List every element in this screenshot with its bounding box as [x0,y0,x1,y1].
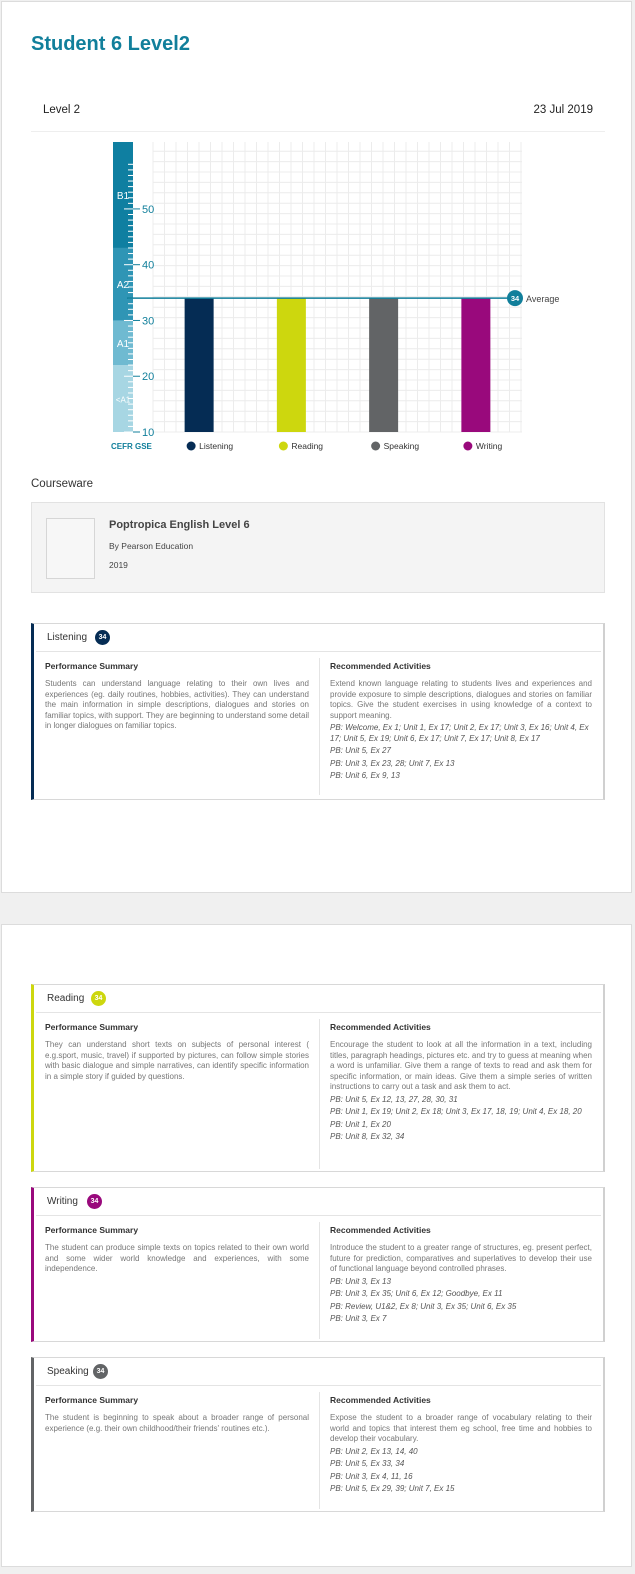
bar-speaking [369,298,398,432]
recommended-activities-column [330,1216,592,1325]
cefr-axis-label: CEFR [111,442,133,451]
column-divider [319,658,320,795]
legend-label-speaking: Speaking [383,441,420,451]
performance-summary-title: Performance Summary [45,1022,139,1032]
recommended-activities-title: Recommended Activities [330,1395,431,1405]
legend-swatch-writing [463,442,472,451]
report-page-2 [1,924,632,1567]
skill-score-badge: 34 [87,1194,102,1209]
activity-reference: PB: Unit 1, Ex 19; Unit 2, Ex 18; Unit 3, Ex 17, 18, 19; Unit 4, Ex 18, 20 [330,1107,582,1116]
activity-reference: PB: Unit 1, Ex 20 [330,1119,391,1129]
skill-card-speaking [31,1357,605,1512]
activity-reference: PB: Unit 3, Ex 4, 11, 16 [330,1471,413,1481]
skill-card-header [36,1358,601,1386]
performance-summary-column [45,652,309,732]
legend-swatch-listening [187,442,196,451]
activity-reference-list [330,1447,592,1495]
skill-score-badge: 34 [91,991,106,1006]
legend-swatch-speaking [371,442,380,451]
skill-card-header [36,985,601,1013]
courseware-publisher: By Pearson Education [109,541,194,551]
gse-tick-label: 40 [142,259,155,272]
column-divider [319,1222,320,1339]
legend-swatch-reading [279,442,288,451]
gse-axis-label: GSE [135,442,152,451]
recommended-activities-column [330,652,592,782]
gse-tick-label: 30 [142,315,155,328]
skill-card-header [36,624,601,652]
courseware-cover-image [46,518,95,579]
skill-card-writing [31,1187,605,1342]
legend-label-writing: Writing [475,441,503,451]
cefr-band-label: B1 [116,190,130,202]
courseware-name: Poptropica English Level 6 [109,519,250,531]
bar-writing [461,298,490,432]
activity-reference: PB: Unit 3, Ex 7 [330,1314,387,1323]
recommended-activities-text: Expose the student to a broader range of vocabulary relating to their world and topics that interest them eg school, free time and hobbies to develop their vocabulary. [330,1413,592,1443]
performance-summary-column [45,1013,309,1082]
score-chart [2,137,633,457]
activity-reference: PB: Unit 3, Ex 23, 28; Unit 7, Ex 13 [330,758,455,768]
gse-tick-label: 50 [142,203,155,216]
cefr-band-label: A1 [116,338,130,350]
performance-summary-title: Performance Summary [45,1225,139,1235]
activity-reference: PB: Unit 3, Ex 13 [330,1276,391,1286]
activity-reference-list [330,1277,592,1325]
performance-summary-title: Performance Summary [45,661,139,671]
activity-reference: PB: Unit 6, Ex 9, 13 [330,771,400,780]
recommended-activities-column [330,1386,592,1495]
report-title: Student 6 Level2 [31,33,190,55]
gse-tick-label: 10 [142,427,155,439]
bar-reading [277,298,306,432]
recommended-activities-title: Recommended Activities [330,1022,431,1032]
skill-name: Reading [47,993,85,1004]
cefr-band-label: <A1 [115,395,131,405]
gse-tick-label: 20 [142,371,155,384]
column-divider [319,1019,320,1169]
skill-score-badge: 34 [93,1364,108,1379]
skill-card-header [36,1188,601,1216]
skill-score-badge: 34 [95,630,110,645]
performance-summary-text: They can understand short texts on subjects of personal interest ( e.g.sport, music, travel) if supported by pictures, can follow simple stories with basic dialogue and simple narratives, can identify specific information in a simple story if guided by questions. [45,1040,309,1081]
performance-summary-column [45,1216,309,1275]
activity-reference: PB: Welcome, Ex 1; Unit 1, Ex 17; Unit 2, Ex 17; Unit 3, Ex 16; Unit 4, Ex 17; Unit 5, Ex 19; Unit 6, Ex 17; Unit 7, Ex 17; Unit 8, Ex 17 [330,723,589,743]
activity-reference-list [330,723,592,782]
activity-reference: PB: Unit 3, Ex 35; Unit 6, Ex 12; Goodbye, Ex 11 [330,1289,503,1298]
average-label: Average [526,294,560,305]
performance-summary-column [45,1386,309,1434]
performance-summary-text: Students can understand language relating to their own lives and experiences (eg. daily routines, hobbies, activities). They can understand the main information in simple descriptions, dialogues and stories on familiar topics, with support. They are beginning to understand some detail in longer dialogues on familiar topics. [45,679,309,730]
courseware-heading: Courseware [31,478,93,490]
recommended-activities-text: Encourage the student to look at all the information in a text, including titles, paragraph headings, pictures etc. and try to guess at meaning when a word is unfamiliar. Give them a range of texts to read and ask them for specific information, or main ideas. Give them a simple series of written instructions to carry out a task and ask them to act. [330,1040,592,1091]
bar-listening [185,298,214,432]
activity-reference: PB: Unit 8, Ex 32, 34 [330,1132,405,1141]
skill-name: Listening [47,632,88,643]
report-date: 23 Jul 2019 [533,104,593,116]
skill-card-reading [31,984,605,1172]
performance-summary-text: The student is beginning to speak about a broader range of personal experience (e.g. their own childhood/their friends' routines etc.). [45,1413,309,1433]
recommended-activities-column [330,1013,592,1143]
activity-reference: PB: Unit 5, Ex 33, 34 [330,1459,405,1468]
activity-reference-list [330,1095,592,1143]
activity-reference: PB: Review, U1&2, Ex 8; Unit 3, Ex 35; Unit 6, Ex 35 [330,1301,517,1311]
recommended-activities-text: Introduce the student to a greater range of structures, eg. present perfect, future for prediction, comparatives and superlatives to develop their use of functional language beyond controlled phrases. [330,1243,592,1273]
activity-reference: PB: Unit 5, Ex 27 [330,746,391,755]
recommended-activities-text: Extend known language relating to students lives and experiences and provide exposure to simple descriptions, dialogues and stories on familiar topics. Give the student exercises in using knowledge of a context to support meaning. [330,679,592,720]
recommended-activities-title: Recommended Activities [330,661,431,671]
courseware-year: 2019 [109,560,128,570]
courseware-card [31,502,605,593]
report-level: Level 2 [43,104,81,116]
activity-reference: PB: Unit 5, Ex 29, 39; Unit 7, Ex 15 [330,1484,455,1493]
activity-reference: PB: Unit 5, Ex 12, 13, 27, 28, 30, 31 [330,1094,458,1104]
legend-label-listening: Listening [199,441,234,451]
recommended-activities-title: Recommended Activities [330,1225,431,1235]
score-chart-svg [2,137,633,457]
report-meta-row [31,102,605,132]
skill-name: Writing [47,1196,78,1207]
performance-summary-title: Performance Summary [45,1395,139,1405]
performance-summary-text: The student can produce simple texts on topics related to their own world and some wider world knowledge and experiences, with some independence. [45,1243,309,1273]
report-page-1 [1,1,632,893]
skill-name: Speaking [47,1366,89,1377]
legend-label-reading: Reading [291,441,324,451]
skill-card-listening [31,623,605,800]
activity-reference: PB: Unit 2, Ex 13, 14, 40 [330,1446,418,1456]
cefr-band-label: A2 [116,280,130,292]
average-value: 34 [510,294,520,304]
column-divider [319,1392,320,1509]
